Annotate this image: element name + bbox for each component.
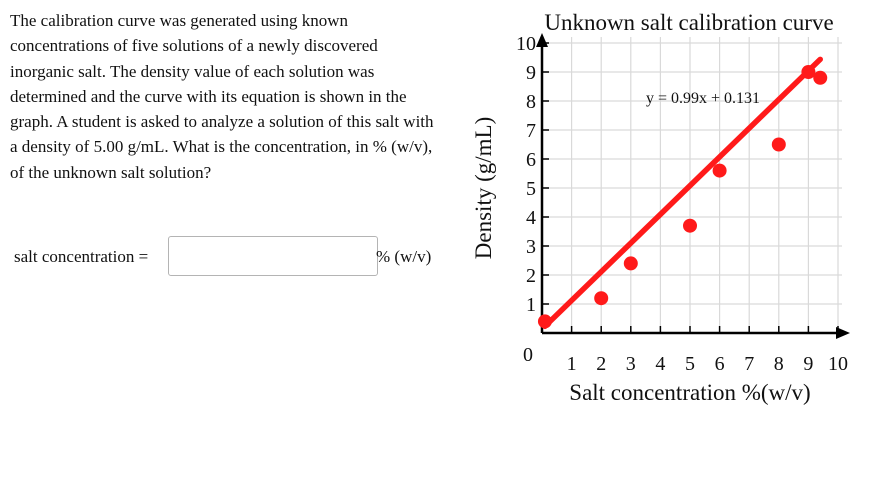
y-tick-label: 7 — [526, 120, 536, 142]
x-tick-label: 3 — [625, 353, 636, 375]
y-axis-arrow — [536, 33, 548, 47]
y-tick-label: 8 — [526, 91, 536, 113]
data-point — [683, 219, 697, 233]
x-tick-label: 1 — [566, 353, 577, 375]
data-point — [813, 71, 827, 85]
data-point — [772, 138, 786, 152]
data-point — [594, 291, 608, 305]
y-tick-label: 5 — [526, 178, 536, 200]
x-tick-label: 6 — [714, 353, 725, 375]
y-tick-label: 1 — [526, 294, 536, 316]
salt-concentration-input[interactable] — [168, 236, 378, 276]
x-tick-label: 4 — [655, 353, 666, 375]
origin-label: 0 — [523, 344, 533, 366]
y-tick-label: 6 — [526, 149, 536, 171]
fit-equation: y = 0.99x + 0.131 — [645, 90, 761, 107]
data-point — [538, 314, 552, 328]
y-tick-label: 10 — [516, 33, 536, 55]
data-point — [713, 164, 727, 178]
chart-title: Unknown salt calibration curve — [544, 10, 834, 35]
data-point — [624, 256, 638, 270]
y-tick-label: 9 — [526, 62, 536, 84]
answer-row — [14, 236, 444, 278]
y-tick-label: 4 — [526, 207, 536, 229]
x-tick-label: 8 — [773, 353, 784, 375]
calibration-chart — [460, 0, 886, 420]
y-tick-label: 2 — [526, 265, 536, 287]
y-axis-title: Density (g/mL) — [471, 116, 496, 260]
x-axis-title: Salt concentration %(w/v) — [569, 380, 811, 405]
answer-unit: % (w/v) — [376, 247, 432, 266]
x-tick-label: 9 — [803, 353, 814, 375]
answer-label: salt concentration = — [14, 247, 149, 266]
question-text: The calibration curve was generated using known concentrations of five solutions of a newly discovered inorganic salt. The density value of each solution was determined and the curve with its equation is shown in the graph. A student is asked to analyze a solution of this salt with a density of 5.00 g/mL. What is the concentration, in % (w/v), of the unknown salt solution? — [10, 11, 434, 182]
y-tick-label: 3 — [526, 236, 536, 258]
x-tick-label: 2 — [596, 353, 607, 375]
x-tick-label: 5 — [685, 353, 695, 375]
x-tick-label: 10 — [828, 353, 848, 375]
x-tick-label: 7 — [744, 353, 755, 375]
